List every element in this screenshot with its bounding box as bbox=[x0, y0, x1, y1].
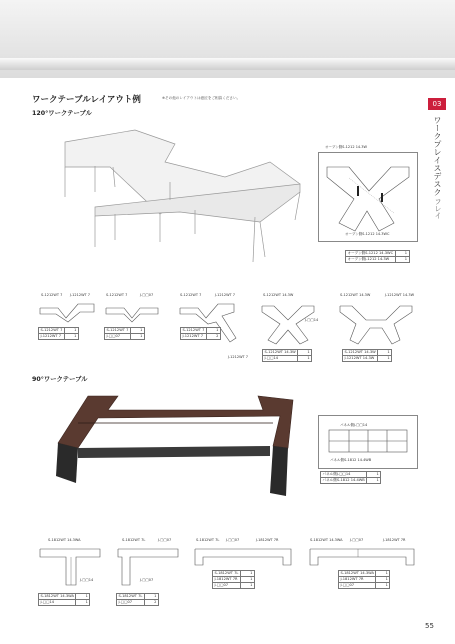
page-title: ワークテーブルレイアウト例 bbox=[32, 95, 141, 105]
chapter-badge: 03 bbox=[428, 98, 446, 110]
diag6-top: S-1812WT 14.3WA bbox=[48, 538, 81, 542]
side-subtitle: フレイ bbox=[434, 198, 442, 219]
diag4-top: S-1212WT 14.3W bbox=[263, 293, 294, 297]
diag1-shape bbox=[38, 300, 96, 324]
diag7-top-right: J-□□07 bbox=[158, 538, 172, 542]
diag7-side: J-□□07 bbox=[140, 578, 154, 582]
diag7-codes: S-1812WT 7L 1 J-□□07 2 bbox=[118, 594, 157, 604]
plan-120-label-top: オープン側S-1212 14.3W bbox=[325, 145, 367, 149]
diag3-bottom: J-1212WT 7 bbox=[228, 355, 249, 359]
diag8-top-mid: J-□□07 bbox=[226, 538, 240, 542]
section-120-label: 120°ワークテーブル bbox=[32, 110, 92, 117]
diag4-side: J-□□14 bbox=[305, 318, 319, 322]
diag9-top-left: S-1812WT 14.3WA bbox=[310, 538, 343, 542]
plan-120 bbox=[318, 152, 418, 242]
codes-90-main: パネル側J-□□14 1 パネル側S-1812 14.4WB 1 bbox=[322, 472, 379, 482]
header-band bbox=[0, 0, 455, 78]
table-120-render bbox=[55, 122, 305, 267]
diag9-shape bbox=[308, 545, 416, 569]
plan-90-label-bottom: パネル側S-1812 14.4WB bbox=[330, 458, 372, 462]
diag8-shape bbox=[193, 545, 293, 569]
title-note: ※その他のレイアウトは意匠をご相談ください。 bbox=[162, 96, 241, 100]
diag9-top-right: J-1812WT 7R bbox=[383, 538, 406, 542]
diag8-top-right: J-1812WT 7R bbox=[256, 538, 279, 542]
diag2-shape bbox=[104, 300, 160, 324]
diag1-top-left: S-1212WT 7 bbox=[41, 293, 63, 297]
diag2-top-right: J-□□07 bbox=[140, 293, 154, 297]
diag9-top-mid: J-□□07 bbox=[350, 538, 364, 542]
side-title: ワークプレイスデスク bbox=[433, 116, 442, 196]
plan-90-label-top: パネル側J-□□14 bbox=[340, 423, 368, 427]
diag5-shape bbox=[336, 300, 416, 346]
diag3-top-right: J-1212WT 7 bbox=[215, 293, 236, 297]
diag2-top-left: S-1212WT 7 bbox=[106, 293, 128, 297]
diag4-shape bbox=[258, 300, 328, 346]
diag7-shape bbox=[116, 545, 180, 589]
diag1-codes: S-1212WT 7 1 J-1212WT 7 1 bbox=[40, 328, 77, 338]
diag6-codes: S-1812WT 14.3WA 1 J-□□14 1 bbox=[40, 594, 88, 604]
table-90-render bbox=[48, 388, 308, 508]
diag2-codes: S-1212WT 7 1 J-□□07 1 bbox=[106, 328, 143, 338]
header-shelf bbox=[0, 58, 455, 70]
diag1-top-right: J-1212WT 7 bbox=[70, 293, 91, 297]
diag4-codes: S-1212WT 14.3W 1 J-□□14 1 bbox=[264, 350, 310, 360]
diag8-top-left: S-1812WT 7L bbox=[196, 538, 220, 542]
diag3-top-left: S-1212WT 7 bbox=[180, 293, 202, 297]
diag5-top-left: S-1212WT 14.3W bbox=[340, 293, 371, 297]
codes-120-main: オープン側S-1212 14.3WC 1 オープン側J-1212 14.3W 1 bbox=[347, 251, 408, 261]
diag6-shape bbox=[38, 545, 102, 589]
diag5-top-right: J-1212WT 14.3W bbox=[385, 293, 415, 297]
diag3-codes: S-1212WT 7 1 J-1212WT 7 2 bbox=[182, 328, 219, 338]
diag5-codes: S-1212WT 14.3W 1 J-1212WT 14.3W 1 bbox=[344, 350, 390, 360]
diag9-codes: S-1812WT 14.3WA 1 J-1812WT 7R 1 J-□□07 1 bbox=[340, 571, 388, 587]
diag6-side: J-□□14 bbox=[80, 578, 94, 582]
diag8-codes: S-1812WT 7L 1 J-1812WT 7R 1 J-□□07 1 bbox=[214, 571, 253, 587]
section-90-label: 90°ワークテーブル bbox=[32, 376, 88, 383]
diag3-shape bbox=[178, 300, 248, 350]
diag7-top-left: S-1812WT 7L bbox=[122, 538, 146, 542]
plan-120-label-bottom: オープン側S-1212 14.3WC bbox=[345, 232, 390, 236]
page-number: 55 bbox=[425, 622, 434, 630]
